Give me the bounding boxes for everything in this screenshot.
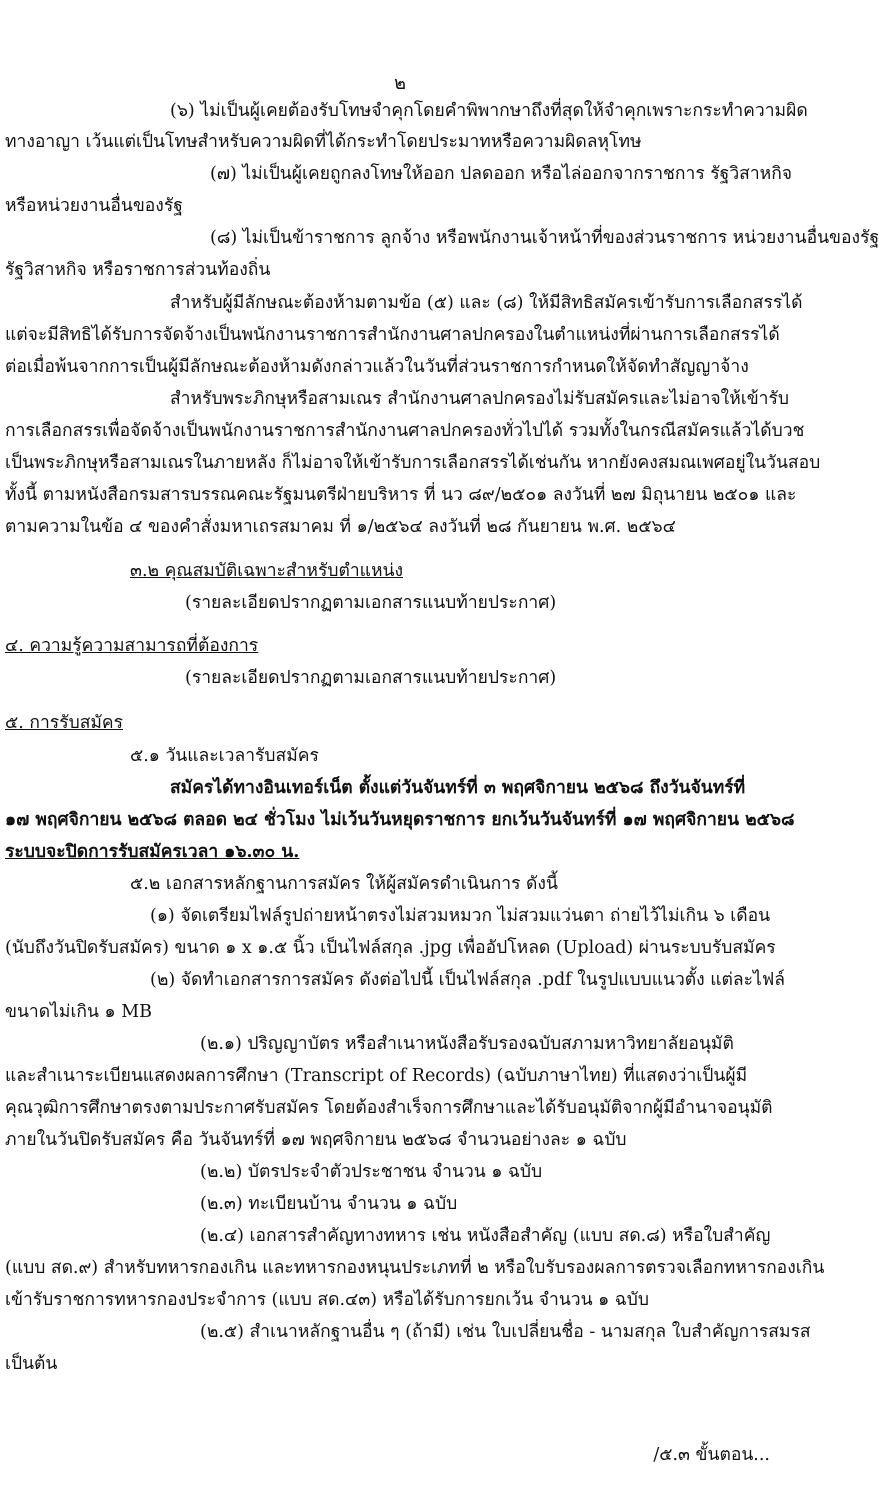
text-line: ภายในวันปิดรับสมัคร คือ วันจันทร์ที่ ๑๗ พฤศจิกายน ๒๕๖๘ จำนวนอย่างละ ๑ ฉบับ: [5, 1130, 627, 1150]
text-line: ๕.๒ เอกสารหลักฐานการสมัคร ให้ผู้สมัครดำเนินการ ดังนี้: [130, 874, 558, 894]
text-line: และสำเนาระเบียนแสดงผลการศึกษา (Transcript of Records) (ฉบับภาษาไทย) ที่แสดงว่าเป็นผู้มี: [5, 1066, 748, 1086]
text-line: การเลือกสรรเพื่อจัดจ้างเป็นพนักงานราชการสำนักงานศาลปกครองทั่วไปได้ รวมทั้งในกรณีสมัครแล้วได้บวช: [5, 421, 805, 441]
text-line: (๘) ไม่เป็นข้าราชการ ลูกจ้าง หรือพนักงานเจ้าหน้าที่ของส่วนราชการ หน่วยงานอื่นของรัฐ: [210, 228, 879, 248]
text-line: คุณวุฒิการศึกษาตรงตามประกาศรับสมัคร โดยต้องสำเร็จการศึกษาและได้รับอนุมัติจากผู้มีอำนาจอนุมัติ: [5, 1098, 773, 1118]
text-line: (๒.๔) เอกสารสำคัญทางทหาร เช่น หนังสือสำคัญ (แบบ สด.๘) หรือใบสำคัญ: [200, 1226, 771, 1246]
text-line: (๑) จัดเตรียมไฟล์รูปถ่ายหน้าตรงไม่สวมหมวก ไม่สวมแว่นตา ถ่ายไว้ไม่เกิน ๖ เดือน: [150, 906, 771, 926]
text-line: เป็นต้น: [5, 1354, 58, 1374]
text-line: หรือหน่วยงานอื่นของรัฐ: [5, 196, 183, 216]
text-line: (รายละเอียดปรากฏตามเอกสารแนบท้ายประกาศ): [185, 593, 557, 613]
text-line: ขนาดไม่เกิน ๑ MB: [5, 1002, 153, 1022]
text-line: ต่อเมื่อพ้นจากการเป็นผู้มีลักษณะต้องห้ามดังกล่าวแล้วในวันที่ส่วนราชการกำหนดให้จัดทำสัญญาจ้าง: [5, 357, 749, 377]
text-line: รัฐวิสาหกิจ หรือราชการส่วนท้องถิ่น: [5, 260, 271, 280]
text-line: ตามความในข้อ ๔ ของคำสั่งมหาเถรสมาคม ที่ ๑/๒๕๖๔ ลงวันที่ ๒๘ กันยายน พ.ศ. ๒๕๖๔: [5, 517, 676, 537]
text-line: แต่จะมีสิทธิได้รับการจัดจ้างเป็นพนักงานราชการสำนักงานศาลปกครองในตำแหน่งที่ผ่านการเลือกสรรได้: [5, 325, 780, 345]
text-line: ๕. การรับสมัคร: [5, 713, 124, 733]
text-line: (๒.๕) สำเนาหลักฐานอื่น ๆ (ถ้ามี) เช่น ใบเปลี่ยนชื่อ - นามสกุล ใบสำคัญการสมรส: [200, 1322, 811, 1342]
text-line: (แบบ สด.๙) สำหรับทหารกองเกิน และทหารกองหนุนประเภทที่ ๒ หรือใบรับรองผลการตรวจเลือกทหารกองเกิน: [5, 1258, 825, 1278]
text-line: (นับถึงวันปิดรับสมัคร) ขนาด ๑ x ๑.๕ นิ้ว เป็นไฟล์สกุล .jpg เพื่ออัปโหลด (Upload) ผ่านระบบรับสมัคร: [5, 938, 776, 958]
text-line: (๒.๒) บัตรประจำตัวประชาชน จำนวน ๑ ฉบับ: [200, 1162, 543, 1182]
text-line: (๒) จัดทำเอกสารการสมัคร ดังต่อไปนี้ เป็นไฟล์สกุล .pdf ในรูปแบบแนวตั้ง แต่ละไฟล์: [150, 970, 785, 990]
text-line: (๗) ไม่เป็นผู้เคยถูกลงโทษให้ออก ปลดออก หรือไล่ออกจากราชการ รัฐวิสาหกิจ: [210, 164, 793, 184]
text-line: (รายละเอียดปรากฏตามเอกสารแนบท้ายประกาศ): [185, 668, 557, 688]
text-line: (๖) ไม่เป็นผู้เคยต้องรับโทษจำคุกโดยคำพิพากษาถึงที่สุดให้จำคุกเพราะกระทำความผิด: [170, 101, 808, 121]
text-line: (๒.๑) ปริญญาบัตร หรือสำเนาหนังสือรับรองฉบับสภามหาวิทยาลัยอนุมัติ: [200, 1034, 734, 1054]
text-line: ๕.๑ วันและเวลารับสมัคร: [130, 746, 319, 766]
text-line: ๑๗ พฤศจิกายน ๒๕๖๘ ตลอด ๒๔ ชั่วโมง ไม่เว้นวันหยุดราชการ ยกเว้นวันจันทร์ที่ ๑๗ พฤศจิกายน ๒๕๖๘: [5, 810, 795, 830]
text-line: ระบบจะปิดการรับสมัครเวลา ๑๖.๓๐ น.: [5, 842, 300, 862]
text-line: สำหรับพระภิกษุหรือสามเณร สำนักงานศาลปกครองไม่รับสมัครและไม่อาจให้เข้ารับ: [170, 389, 790, 409]
text-line: ๔. ความรู้ความสามารถที่ต้องการ: [5, 636, 259, 656]
text-line: สมัครได้ทางอินเทอร์เน็ต ตั้งแต่วันจันทร์ที่ ๓ พฤศจิกายน ๒๕๖๘ ถึงวันจันทร์ที่: [170, 778, 746, 798]
text-line: ทั้งนี้ ตามหนังสือกรมสารบรรณคณะรัฐมนตรีฝ่ายบริหาร ที่ นว ๘๙/๒๕๐๑ ลงวันที่ ๒๗ มิถุนายน ๒๕๐๑ และ: [5, 485, 797, 505]
text-line: เข้ารับราชการทหารกองประจำการ (แบบ สด.๔๓) หรือได้รับการยกเว้น จำนวน ๑ ฉบับ: [5, 1290, 649, 1310]
text-line: สำหรับผู้มีลักษณะต้องห้ามตามข้อ (๕) และ (๘) ให้มีสิทธิสมัครเข้ารับการเลือกสรรได้: [170, 293, 803, 313]
text-line: ทางอาญา เว้นแต่เป็นโทษสำหรับความผิดที่ได้กระทำโดยประมาทหรือความผิดลหุโทษ: [5, 132, 642, 152]
text-line: ๓.๒ คุณสมบัติเฉพาะสำหรับตำแหน่ง: [130, 561, 403, 581]
text-line: (๒.๓) ทะเบียนบ้าน จำนวน ๑ ฉบับ: [200, 1194, 458, 1214]
continuation-marker: /๕.๓ ขั้นตอน...: [653, 1445, 770, 1465]
page-number: ๒: [394, 73, 406, 94]
text-line: เป็นพระภิกษุหรือสามเณรในภายหลัง ก็ไม่อาจให้เข้ารับการเลือกสรรได้เช่นกัน หากยังคงสมณเพศอยู่ในวันสอบ: [5, 453, 821, 473]
